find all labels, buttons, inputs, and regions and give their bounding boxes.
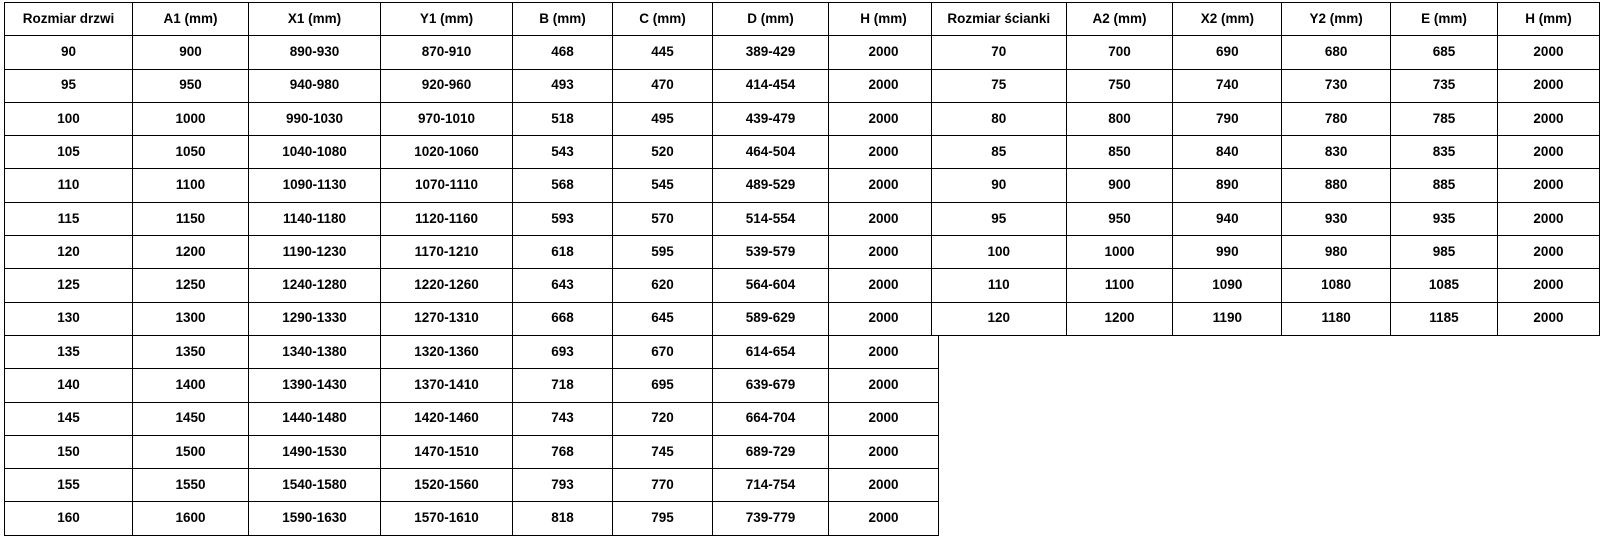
wall-size-cell: 95 bbox=[932, 202, 1067, 235]
table-row bbox=[932, 36, 1600, 69]
door-size-cell: 739-779 bbox=[713, 502, 829, 535]
door-size-cell: 1370-1410 bbox=[381, 369, 513, 402]
door-size-cell: 95 bbox=[5, 69, 133, 102]
door-size-column-header: X1 (mm) bbox=[249, 3, 381, 36]
door-size-cell: 120 bbox=[5, 236, 133, 269]
door-size-cell: 718 bbox=[513, 369, 613, 402]
door-size-table-header bbox=[5, 3, 939, 36]
door-size-cell: 445 bbox=[613, 36, 713, 69]
wall-size-cell: 85 bbox=[932, 136, 1067, 169]
wall-size-column-header: A2 (mm) bbox=[1066, 3, 1173, 36]
door-size-column-header: B (mm) bbox=[513, 3, 613, 36]
door-size-cell: 940-980 bbox=[249, 69, 381, 102]
door-size-cell: 389-429 bbox=[713, 36, 829, 69]
wall-size-cell: 90 bbox=[932, 169, 1067, 202]
wall-size-cell: 75 bbox=[932, 69, 1067, 102]
door-size-cell: 414-454 bbox=[713, 69, 829, 102]
door-size-cell: 900 bbox=[133, 36, 249, 69]
door-size-cell: 2000 bbox=[829, 202, 939, 235]
door-size-cell: 620 bbox=[613, 269, 713, 302]
door-size-cell: 589-629 bbox=[713, 302, 829, 335]
wall-size-cell: 2000 bbox=[1497, 269, 1599, 302]
wall-size-cell: 850 bbox=[1066, 136, 1173, 169]
door-size-cell: 1340-1380 bbox=[249, 335, 381, 368]
door-size-cell: 495 bbox=[613, 102, 713, 135]
door-size-cell: 618 bbox=[513, 236, 613, 269]
door-size-cell: 2000 bbox=[829, 369, 939, 402]
table-header-row bbox=[932, 3, 1600, 36]
wall-size-cell: 940 bbox=[1173, 202, 1282, 235]
table-row bbox=[5, 469, 939, 502]
door-size-table-body bbox=[5, 36, 939, 535]
door-size-cell: 150 bbox=[5, 435, 133, 468]
door-size-cell: 518 bbox=[513, 102, 613, 135]
door-size-cell: 2000 bbox=[829, 102, 939, 135]
door-size-cell: 645 bbox=[613, 302, 713, 335]
wall-size-cell: 2000 bbox=[1497, 236, 1599, 269]
wall-size-cell: 930 bbox=[1282, 202, 1391, 235]
wall-size-cell: 100 bbox=[932, 236, 1067, 269]
wall-size-cell: 1090 bbox=[1173, 269, 1282, 302]
table-row bbox=[5, 202, 939, 235]
wall-size-column-header: Rozmiar ścianki bbox=[932, 3, 1067, 36]
door-size-cell: 1470-1510 bbox=[381, 435, 513, 468]
wall-size-cell: 935 bbox=[1391, 202, 1498, 235]
door-size-cell: 1520-1560 bbox=[381, 469, 513, 502]
door-size-cell: 1050 bbox=[133, 136, 249, 169]
door-size-cell: 2000 bbox=[829, 335, 939, 368]
table-row bbox=[5, 169, 939, 202]
door-size-cell: 489-529 bbox=[713, 169, 829, 202]
wall-size-cell: 800 bbox=[1066, 102, 1173, 135]
wall-size-cell: 690 bbox=[1173, 36, 1282, 69]
door-size-cell: 130 bbox=[5, 302, 133, 335]
door-size-cell: 155 bbox=[5, 469, 133, 502]
table-row bbox=[932, 236, 1600, 269]
wall-size-cell: 110 bbox=[932, 269, 1067, 302]
door-size-cell: 568 bbox=[513, 169, 613, 202]
wall-size-cell: 2000 bbox=[1497, 102, 1599, 135]
wall-size-cell: 70 bbox=[932, 36, 1067, 69]
table-row bbox=[932, 102, 1600, 135]
wall-size-column-header: X2 (mm) bbox=[1173, 3, 1282, 36]
door-size-cell: 135 bbox=[5, 335, 133, 368]
door-size-cell: 1100 bbox=[133, 169, 249, 202]
door-size-cell: 743 bbox=[513, 402, 613, 435]
wall-size-cell: 2000 bbox=[1497, 69, 1599, 102]
door-size-cell: 1600 bbox=[133, 502, 249, 535]
door-size-cell: 1450 bbox=[133, 402, 249, 435]
wall-size-cell: 835 bbox=[1391, 136, 1498, 169]
door-size-cell: 920-960 bbox=[381, 69, 513, 102]
wall-size-cell: 2000 bbox=[1497, 169, 1599, 202]
table-row bbox=[5, 69, 939, 102]
wall-size-cell: 880 bbox=[1282, 169, 1391, 202]
door-size-cell: 970-1010 bbox=[381, 102, 513, 135]
door-size-column-header: A1 (mm) bbox=[133, 3, 249, 36]
door-size-cell: 1240-1280 bbox=[249, 269, 381, 302]
door-size-cell: 2000 bbox=[829, 69, 939, 102]
table-row bbox=[932, 169, 1600, 202]
door-size-cell: 1170-1210 bbox=[381, 236, 513, 269]
door-size-cell: 768 bbox=[513, 435, 613, 468]
door-size-cell: 720 bbox=[613, 402, 713, 435]
wall-size-cell: 685 bbox=[1391, 36, 1498, 69]
door-size-cell: 1550 bbox=[133, 469, 249, 502]
table-row bbox=[5, 302, 939, 335]
wall-size-cell: 890 bbox=[1173, 169, 1282, 202]
wall-size-cell: 985 bbox=[1391, 236, 1498, 269]
door-size-cell: 1420-1460 bbox=[381, 402, 513, 435]
door-size-cell: 1120-1160 bbox=[381, 202, 513, 235]
door-size-cell: 470 bbox=[613, 69, 713, 102]
wall-size-cell: 750 bbox=[1066, 69, 1173, 102]
door-size-cell: 664-704 bbox=[713, 402, 829, 435]
wall-size-cell: 780 bbox=[1282, 102, 1391, 135]
door-size-cell: 100 bbox=[5, 102, 133, 135]
wall-size-cell: 1185 bbox=[1391, 302, 1498, 335]
door-size-cell: 2000 bbox=[829, 169, 939, 202]
table-row bbox=[932, 69, 1600, 102]
door-size-cell: 2000 bbox=[829, 136, 939, 169]
door-size-cell: 543 bbox=[513, 136, 613, 169]
door-size-cell: 125 bbox=[5, 269, 133, 302]
door-size-cell: 570 bbox=[613, 202, 713, 235]
door-size-cell: 110 bbox=[5, 169, 133, 202]
door-size-cell: 1040-1080 bbox=[249, 136, 381, 169]
table-row bbox=[932, 269, 1600, 302]
door-size-cell: 464-504 bbox=[713, 136, 829, 169]
wall-size-cell: 2000 bbox=[1497, 36, 1599, 69]
table-row bbox=[5, 335, 939, 368]
wall-size-cell: 1190 bbox=[1173, 302, 1282, 335]
door-size-cell: 2000 bbox=[829, 402, 939, 435]
door-size-cell: 793 bbox=[513, 469, 613, 502]
door-size-column-header: D (mm) bbox=[713, 3, 829, 36]
wall-size-cell: 80 bbox=[932, 102, 1067, 135]
door-size-cell: 695 bbox=[613, 369, 713, 402]
door-size-cell: 1200 bbox=[133, 236, 249, 269]
door-size-cell: 2000 bbox=[829, 302, 939, 335]
wall-size-column-header: E (mm) bbox=[1391, 3, 1498, 36]
table-row bbox=[5, 435, 939, 468]
table-row bbox=[932, 302, 1600, 335]
door-size-cell: 1190-1230 bbox=[249, 236, 381, 269]
door-size-cell: 539-579 bbox=[713, 236, 829, 269]
wall-size-cell: 740 bbox=[1173, 69, 1282, 102]
table-row bbox=[5, 369, 939, 402]
door-size-cell: 1540-1580 bbox=[249, 469, 381, 502]
door-size-cell: 1290-1330 bbox=[249, 302, 381, 335]
wall-size-cell: 1000 bbox=[1066, 236, 1173, 269]
door-size-column-header: H (mm) bbox=[829, 3, 939, 36]
door-size-cell: 545 bbox=[613, 169, 713, 202]
door-size-cell: 1250 bbox=[133, 269, 249, 302]
door-size-cell: 1590-1630 bbox=[249, 502, 381, 535]
door-size-cell: 1320-1360 bbox=[381, 335, 513, 368]
wall-size-cell: 700 bbox=[1066, 36, 1173, 69]
wall-size-cell: 2000 bbox=[1497, 302, 1599, 335]
door-size-cell: 693 bbox=[513, 335, 613, 368]
door-size-cell: 668 bbox=[513, 302, 613, 335]
wall-size-column-header: Y2 (mm) bbox=[1282, 3, 1391, 36]
door-size-table bbox=[4, 2, 939, 536]
table-row bbox=[5, 102, 939, 135]
door-size-cell: 714-754 bbox=[713, 469, 829, 502]
door-size-cell: 745 bbox=[613, 435, 713, 468]
wall-size-cell: 900 bbox=[1066, 169, 1173, 202]
door-size-cell: 593 bbox=[513, 202, 613, 235]
door-size-cell: 493 bbox=[513, 69, 613, 102]
door-size-cell: 2000 bbox=[829, 269, 939, 302]
door-size-cell: 595 bbox=[613, 236, 713, 269]
door-size-cell: 90 bbox=[5, 36, 133, 69]
door-size-cell: 1220-1260 bbox=[381, 269, 513, 302]
door-size-cell: 795 bbox=[613, 502, 713, 535]
table-row bbox=[5, 236, 939, 269]
wall-size-cell: 1200 bbox=[1066, 302, 1173, 335]
door-size-cell: 564-604 bbox=[713, 269, 829, 302]
table-row bbox=[5, 136, 939, 169]
door-size-cell: 160 bbox=[5, 502, 133, 535]
door-size-column-header: Y1 (mm) bbox=[381, 3, 513, 36]
door-size-cell: 870-910 bbox=[381, 36, 513, 69]
wall-size-column-header: H (mm) bbox=[1497, 3, 1599, 36]
door-size-cell: 520 bbox=[613, 136, 713, 169]
door-size-cell: 1150 bbox=[133, 202, 249, 235]
door-size-cell: 770 bbox=[613, 469, 713, 502]
door-size-cell: 818 bbox=[513, 502, 613, 535]
door-size-cell: 890-930 bbox=[249, 36, 381, 69]
door-size-cell: 689-729 bbox=[713, 435, 829, 468]
wall-size-cell: 2000 bbox=[1497, 202, 1599, 235]
door-size-cell: 990-1030 bbox=[249, 102, 381, 135]
table-row bbox=[5, 269, 939, 302]
wall-size-cell: 1180 bbox=[1282, 302, 1391, 335]
table-row bbox=[932, 136, 1600, 169]
door-size-cell: 1000 bbox=[133, 102, 249, 135]
table-row bbox=[5, 36, 939, 69]
door-size-cell: 1090-1130 bbox=[249, 169, 381, 202]
door-size-cell: 1070-1110 bbox=[381, 169, 513, 202]
door-size-cell: 105 bbox=[5, 136, 133, 169]
door-size-cell: 2000 bbox=[829, 435, 939, 468]
door-size-cell: 1570-1610 bbox=[381, 502, 513, 535]
wall-size-cell: 990 bbox=[1173, 236, 1282, 269]
wall-size-table-header bbox=[932, 3, 1600, 36]
wall-size-cell: 1085 bbox=[1391, 269, 1498, 302]
door-size-cell: 1270-1310 bbox=[381, 302, 513, 335]
door-size-cell: 439-479 bbox=[713, 102, 829, 135]
wall-size-cell: 950 bbox=[1066, 202, 1173, 235]
door-size-cell: 2000 bbox=[829, 502, 939, 535]
door-size-cell: 145 bbox=[5, 402, 133, 435]
door-size-column-header: C (mm) bbox=[613, 3, 713, 36]
wall-size-cell: 735 bbox=[1391, 69, 1498, 102]
door-size-cell: 2000 bbox=[829, 36, 939, 69]
door-size-cell: 140 bbox=[5, 369, 133, 402]
door-size-cell: 950 bbox=[133, 69, 249, 102]
door-size-cell: 1350 bbox=[133, 335, 249, 368]
wall-size-cell: 790 bbox=[1173, 102, 1282, 135]
wall-size-cell: 885 bbox=[1391, 169, 1498, 202]
door-size-cell: 670 bbox=[613, 335, 713, 368]
door-size-cell: 639-679 bbox=[713, 369, 829, 402]
door-size-cell: 2000 bbox=[829, 236, 939, 269]
wall-size-table bbox=[931, 2, 1600, 336]
door-size-cell: 643 bbox=[513, 269, 613, 302]
wall-size-cell: 830 bbox=[1282, 136, 1391, 169]
door-size-cell: 1440-1480 bbox=[249, 402, 381, 435]
door-size-cell: 1140-1180 bbox=[249, 202, 381, 235]
door-size-cell: 1300 bbox=[133, 302, 249, 335]
door-size-column-header: Rozmiar drzwi bbox=[5, 3, 133, 36]
wall-size-cell: 980 bbox=[1282, 236, 1391, 269]
table-row bbox=[5, 502, 939, 535]
door-size-cell: 2000 bbox=[829, 469, 939, 502]
wall-size-cell: 1080 bbox=[1282, 269, 1391, 302]
door-size-cell: 1400 bbox=[133, 369, 249, 402]
wall-size-cell: 785 bbox=[1391, 102, 1498, 135]
door-size-cell: 115 bbox=[5, 202, 133, 235]
wall-size-cell: 680 bbox=[1282, 36, 1391, 69]
door-size-cell: 1390-1430 bbox=[249, 369, 381, 402]
door-size-cell: 1500 bbox=[133, 435, 249, 468]
wall-size-cell: 120 bbox=[932, 302, 1067, 335]
door-size-cell: 614-654 bbox=[713, 335, 829, 368]
wall-size-cell: 840 bbox=[1173, 136, 1282, 169]
door-size-cell: 1490-1530 bbox=[249, 435, 381, 468]
wall-size-table-body bbox=[932, 36, 1600, 336]
wall-size-cell: 1100 bbox=[1066, 269, 1173, 302]
table-row bbox=[932, 202, 1600, 235]
table-header-row bbox=[5, 3, 939, 36]
door-size-cell: 1020-1060 bbox=[381, 136, 513, 169]
table-row bbox=[5, 402, 939, 435]
wall-size-cell: 730 bbox=[1282, 69, 1391, 102]
door-size-cell: 468 bbox=[513, 36, 613, 69]
wall-size-cell: 2000 bbox=[1497, 136, 1599, 169]
door-size-cell: 514-554 bbox=[713, 202, 829, 235]
